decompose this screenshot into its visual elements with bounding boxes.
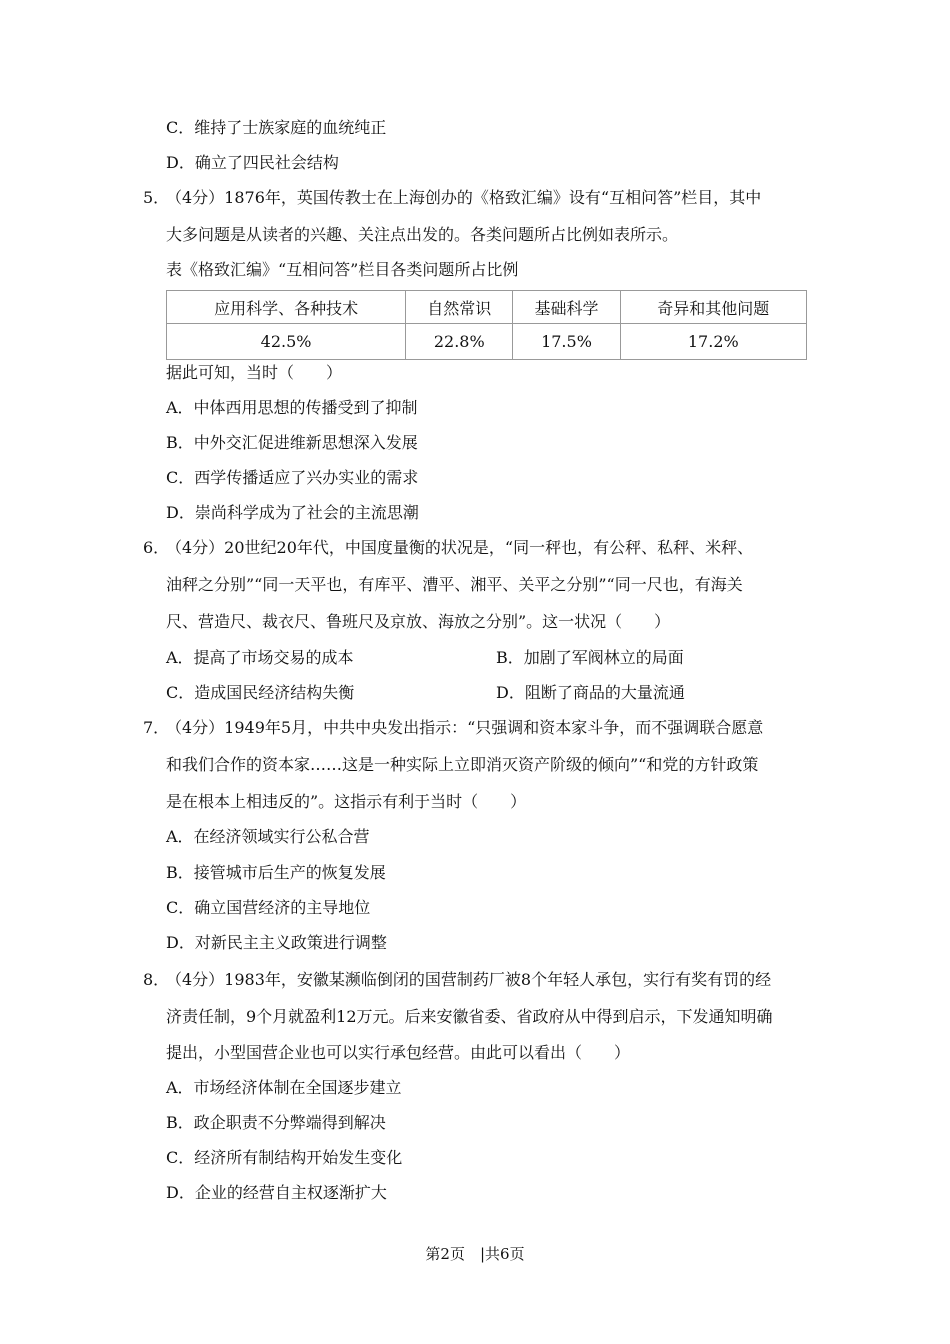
q8-option-c: C．经济所有制结构开始发生变化 <box>166 1148 403 1167</box>
q7-stem-line: 是在根本上相违反的”。这指示有利于当时（ ） <box>166 792 527 811</box>
q6-option-b: B．加剧了军阀林立的局面 <box>496 648 684 667</box>
q6-option-a: A．提高了市场交易的成本 <box>166 648 354 667</box>
q6-stem-line: 油秤之分别”“同一天平也，有库平、漕平、湘平、关平之分别”“同一尺也，有海关 <box>166 575 743 594</box>
table-header-row <box>167 291 807 324</box>
table-cell: 42.5% <box>167 324 406 360</box>
q7-option-c: C．确立国营经济的主导地位 <box>166 898 371 917</box>
q8-stem-line: （4分）1983年，安徽某濒临倒闭的国营制药厂被8个年轻人承包，实行有奖有罚的经 <box>166 970 772 989</box>
table-header: 自然常识 <box>406 291 513 324</box>
q5-prompt: 据此可知，当时（ ） <box>166 363 343 382</box>
q4-option-d: D．确立了四民社会结构 <box>166 153 339 172</box>
q6-stem-line: （4分）20世纪20年代，中国度量衡的状况是，“同一秤也，有公秤、私秤、米秤、 <box>166 538 754 557</box>
q7-stem-line: 和我们合作的资本家……这是一种实际上立即消灭资产阶级的倾向”“和党的方针政策 <box>166 755 759 774</box>
q7-stem-line: （4分）1949年5月，中共中央发出指示：“只强调和资本家斗争，而不强调联合愿意 <box>166 718 764 737</box>
table-header: 奇异和其他问题 <box>620 291 806 324</box>
q7-option-d: D．对新民主主义政策进行调整 <box>166 933 387 952</box>
table-cell: 17.5% <box>513 324 620 360</box>
q7-option-b: B．接管城市后生产的恢复发展 <box>166 863 386 882</box>
q8-option-a: A．市场经济体制在全国逐步建立 <box>166 1078 402 1097</box>
q8-option-d: D．企业的经营自主权逐渐扩大 <box>166 1183 387 1202</box>
q5-stem-line: （4分）1876年，英国传教士在上海创办的《格致汇编》设有“互相问答”栏目，其中 <box>166 188 762 207</box>
table-row <box>167 324 807 360</box>
page-footer: 第2页 |共6页 <box>425 1245 525 1263</box>
q6-option-c: C．造成国民经济结构失衡 <box>166 683 355 702</box>
q4-option-c: C．维持了士族家庭的血统纯正 <box>166 118 387 137</box>
q5-option-a: A．中体西用思想的传播受到了抑制 <box>166 398 418 417</box>
q7-option-a: A．在经济领域实行公私合营 <box>166 827 370 846</box>
q8-stem-line: 济责任制，9个月就盈利12万元。后来安徽省委、省政府从中得到启示，下发通知明确 <box>166 1007 773 1026</box>
q5-number: 5． <box>143 188 170 207</box>
q5-stem-line: 大多问题是从读者的兴趣、关注点出发的。各类问题所占比例如表所示。 <box>166 225 679 244</box>
q6-option-d: D．阻断了商品的大量流通 <box>496 683 685 702</box>
q5-option-d: D．崇尚科学成为了社会的主流思潮 <box>166 503 419 522</box>
table-cell: 17.2% <box>620 324 806 360</box>
q5-option-c: C．西学传播适应了兴办实业的需求 <box>166 468 419 487</box>
q6-number: 6． <box>143 538 170 557</box>
q5-option-b: B．中外交汇促进维新思想深入发展 <box>166 433 418 452</box>
table-cell: 22.8% <box>406 324 513 360</box>
q8-stem-line: 提出，小型国营企业也可以实行承包经营。由此可以看出（ ） <box>166 1043 631 1062</box>
q5-table-caption: 表《格致汇编》“互相问答”栏目各类问题所占比例 <box>166 260 519 279</box>
q8-option-b: B．政企职责不分弊端得到解决 <box>166 1113 386 1132</box>
q6-stem-line: 尺、营造尺、裁衣尺、鲁班尺及京放、海放之分别”。这一状况（ ） <box>166 612 671 631</box>
table-header: 基础科学 <box>513 291 620 324</box>
table-header: 应用科学、各种技术 <box>167 291 406 324</box>
q8-number: 8． <box>143 970 170 989</box>
q5-table <box>166 290 807 360</box>
q7-number: 7． <box>143 718 170 737</box>
